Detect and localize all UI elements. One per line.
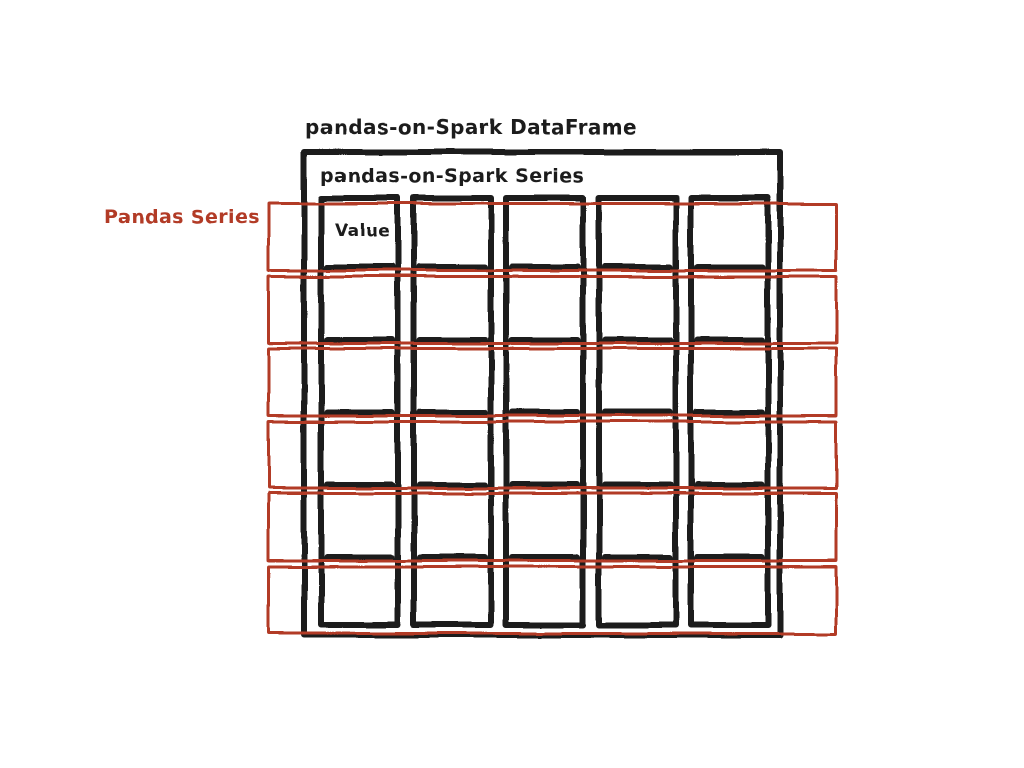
pandas-series-row (267, 347, 838, 417)
cell-value-label: Value (335, 221, 391, 241)
pandas-series-row (267, 275, 838, 345)
spark-series-label: pandas-on-Spark Series (320, 165, 585, 187)
pandas-series-row (267, 565, 838, 635)
pandas-series-row (267, 420, 838, 490)
pandas-series-label: Pandas Series (104, 206, 260, 228)
pandas-series-row (267, 492, 838, 562)
diagram-title: pandas-on-Spark DataFrame (305, 115, 637, 139)
